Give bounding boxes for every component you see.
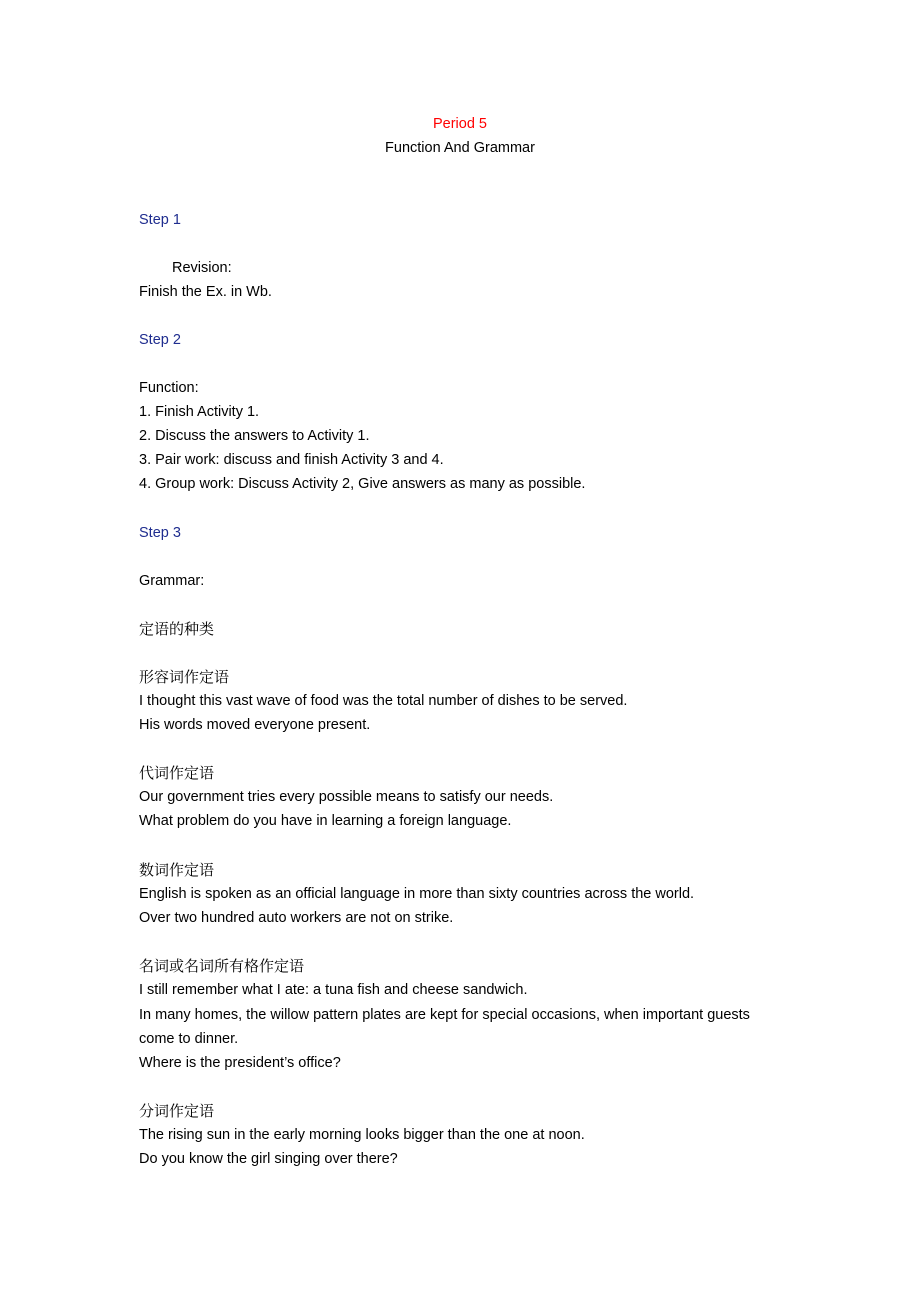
section-title-pronoun: 代词作定语 [139, 764, 215, 782]
example-sentence: come to dinner. [139, 1031, 239, 1047]
section-title-noun: 名词或名词所有格作定语 [139, 957, 305, 975]
example-sentence: English is spoken as an official language in more than sixty countries across the world. [139, 886, 695, 902]
period-title: Period 5 [432, 116, 487, 132]
example-sentence: In many homes, the willow pattern plates are kept for special occasions, when important guests [139, 1007, 750, 1023]
example-sentence: What problem do you have in learning a foreign language. [139, 813, 512, 829]
grammar-heading: Grammar: [139, 573, 205, 589]
section-title-participle: 分词作定语 [139, 1102, 215, 1120]
revision-text: Finish the Ex. in Wb. [139, 284, 272, 300]
function-item: 2. Discuss the answers to Activity 1. [139, 428, 370, 444]
step-1-label: Step 1 [139, 212, 181, 228]
example-sentence: Do you know the girl singing over there? [139, 1151, 398, 1167]
function-heading: Function: [139, 380, 199, 396]
step-3-label: Step 3 [139, 525, 181, 541]
section-title-numeral: 数词作定语 [139, 861, 215, 879]
function-item: 3. Pair work: discuss and finish Activity 3 and 4. [139, 452, 444, 468]
step-2-label: Step 2 [139, 332, 181, 348]
example-sentence: Our government tries every possible means to satisfy our needs. [139, 789, 554, 805]
example-sentence: Over two hundred auto workers are not on strike. [139, 910, 454, 926]
lesson-subtitle: Function And Grammar [385, 140, 535, 156]
revision-heading: Revision: [172, 260, 232, 276]
example-sentence: I still remember what I ate: a tuna fish and cheese sandwich. [139, 982, 528, 998]
example-sentence: I thought this vast wave of food was the total number of dishes to be served. [139, 693, 628, 709]
grammar-topic: 定语的种类 [139, 620, 215, 638]
example-sentence: The rising sun in the early morning looks bigger than the one at noon. [139, 1127, 585, 1143]
example-sentence: Where is the president’s office? [139, 1055, 341, 1071]
section-title-adjective: 形容词作定语 [139, 668, 230, 686]
example-sentence: His words moved everyone present. [139, 717, 371, 733]
function-item: 1. Finish Activity 1. [139, 404, 260, 420]
function-item: 4. Group work: Discuss Activity 2, Give answers as many as possible. [139, 476, 586, 492]
